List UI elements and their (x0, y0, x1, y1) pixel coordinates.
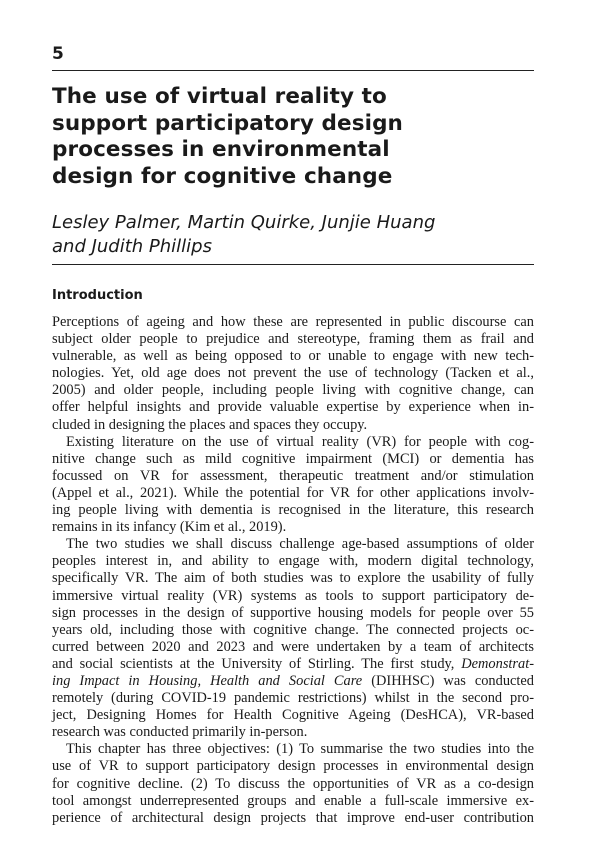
text-line: The two studies we shall discuss challenge age-based assumptions of older (66, 536, 534, 553)
text-line: perience of architectural design projects that improve end-user contribution (52, 809, 534, 826)
text-line: nitive change such as mild cognitive impairment (MCI) or dementia has (52, 450, 534, 467)
author-line: Lesley Palmer, Martin Quirke, Junjie Huang (52, 212, 436, 233)
author-list (52, 211, 534, 259)
chapter-title-line: processes in environmental (52, 137, 390, 162)
section-heading: Introduction (52, 288, 143, 303)
chapter-title (52, 84, 534, 190)
author-line: and Judith Phillips (52, 236, 212, 257)
text-line: immersive virtual reality (VR) systems as tools to support participatory de- (52, 587, 534, 604)
text-run: and social scientists at the University of Stirling. The first study, (52, 655, 462, 672)
chapter-title-line: support participatory design (52, 110, 403, 136)
paragraph-4 (52, 741, 534, 826)
text-line: tool amongst underrepresented groups and enable a full-scale immersive ex- (52, 792, 534, 809)
text-run: (DIHHSC) was conducted (362, 672, 534, 689)
chapter-title-line: The use of virtual reality to (52, 84, 387, 109)
paragraph-2 (52, 434, 534, 537)
text-line: curred between 2020 and 2023 and were undertaken by a team of architects (52, 638, 534, 655)
text-line: 2005) and older people, including people living with cognitive change, can (52, 382, 534, 399)
text-line: This chapter has three objectives: (1) To summarise the two studies into the (66, 741, 534, 758)
text-line: sign processes in the design of supportive housing models for people over 55 (52, 604, 534, 621)
text-line: (Appel et al., 2021). While the potential for VR for other applications involv- (52, 484, 534, 501)
body-text (52, 314, 534, 827)
text-line (52, 656, 534, 673)
text-line: Perceptions of ageing and how these are represented in public discourse can (52, 314, 534, 330)
italic-title-run: Demonstrat- (461, 655, 534, 672)
text-line: cluded in designing the places and spaces they occupy. (52, 416, 368, 433)
text-line: remains in its infancy (Kim et al., 2019). (52, 519, 287, 536)
paragraph-1 (52, 314, 534, 434)
text-line: vulnerable, as well as being opposed to or unable to engage with new tech- (52, 348, 534, 365)
text-line: offer helpful insights and provide valuable expertise by experience when in- (52, 399, 534, 416)
top-rule (52, 70, 534, 71)
text-line: remotely (during COVID-19 pandemic restrictions) whilst in the second pro- (52, 690, 534, 707)
text-line (52, 673, 534, 690)
italic-title-run: ing Impact in Housing, Health and Social Care (52, 672, 363, 689)
chapter-title-line: design for cognitive change (52, 163, 393, 189)
text-line: specifically VR. The aim of both studies was to explore the usability of fully (52, 570, 534, 587)
text-line: ject, Designing Homes for Health Cognitive Ageing (DesHCA), VR-based (52, 707, 534, 724)
title-divider (52, 264, 534, 265)
text-line: research was conducted primarily in-person. (52, 724, 308, 741)
text-line: years old, including those with cognitive change. The connected projects oc- (52, 621, 534, 638)
text-line: peoples interest in, and ability to engage with, modern digital technology, (52, 553, 534, 570)
text-line: nologies. Yet, old age does not prevent the use of technology (Tacken et al., (52, 365, 534, 382)
text-line: ing people living with dementia is recognised in the literature, this research (52, 502, 534, 519)
text-line: Existing literature on the use of virtual reality (VR) for people with cog- (66, 433, 534, 450)
text-line: subject older people to prejudice and stereotype, framing them as frail and (52, 331, 534, 348)
text-line: focussed on VR for assessment, therapeutic treatment and/or stimulation (52, 467, 534, 484)
chapter-number: 5 (52, 44, 64, 64)
text-line: for cognitive decline. (2) To discuss the opportunities of VR as a co-design (52, 775, 534, 792)
paragraph-3 (52, 536, 534, 741)
text-line: use of VR to support participatory design processes in environmental design (52, 758, 534, 775)
